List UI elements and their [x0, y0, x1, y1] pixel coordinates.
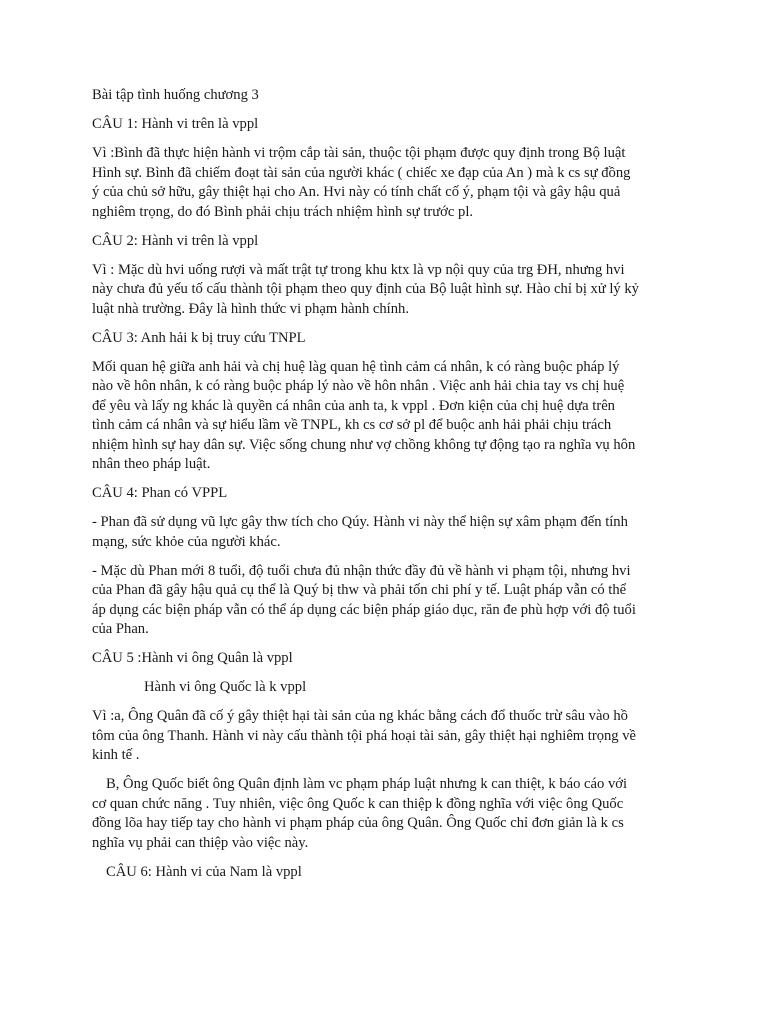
paragraph-line: CÂU 3: Anh hải k bị truy cứu TNPL [92, 329, 306, 346]
question-6-heading [92, 863, 676, 883]
paragraph-line: nào về hôn nhân, k có ràng buộc pháp lý nào về hôn nhân . Việc anh hải chia tay vs chị huệ [92, 378, 625, 394]
paragraph-line: Vì : Mặc dù hvi uống rượi và mất trật tự trong khu ktx là vp nội quy của trg ĐH, nhưng hvi [92, 261, 625, 278]
question-4-answer-point-2 [92, 562, 676, 640]
paragraph-line: nhiệm hình sự hay dân sự. Việc sống chung như vợ chồng không tự động tạo ra nghĩa vụ hôn [92, 436, 636, 453]
paragraph-line: nghiêm trọng, do đó Bình phải chịu trách nhiệm hình sự trước pl. [92, 203, 474, 220]
question-1-answer [92, 144, 676, 222]
paragraph-line: CÂU 5 :Hành vi ông Quân là vppl [92, 650, 293, 666]
paragraph-line: đồng lõa hay tiếp tay cho hành vi phạm pháp của ông Quân. Ông Quốc chỉ đơn giản là k cs [92, 815, 624, 831]
paragraph-line: áp dụng các biện pháp vẫn có thể áp dụng các biện pháp giáo dục, răn đe phù hợp với độ tuổi [92, 601, 636, 618]
paragraph-line: Hành vi ông Quốc là k vppl [144, 679, 307, 695]
paragraph-line: luật nhà trường. Đây là hình thức vi phạm hành chính. [92, 300, 409, 317]
paragraph-line: mạng, sức khỏe của người khác. [92, 533, 281, 550]
question-2-answer [92, 261, 676, 320]
question-4-heading [92, 484, 676, 504]
paragraph-line: Vì :a, Ông Quân đã cố ý gây thiệt hại tài sản của ng khác bằng cách đổ thuốc trừ sâu vào hồ [92, 708, 628, 724]
paragraph-line: cơ quan chức năng . Tuy nhiên, việc ông Quốc k can thiệp k đồng nghĩa với việc ông Quốc [92, 795, 624, 812]
paragraph-line: Vì :Bình đã thực hiện hành vi trộm cắp tài sản, thuộc tội phạm được quy định trong Bộ luật [92, 145, 626, 161]
paragraph-line: CÂU 4: Phan có VPPL [92, 485, 228, 501]
paragraph-line: kinh tế . [92, 747, 140, 763]
question-5-answer-a [92, 707, 676, 766]
paragraph-line: Hình sự. Bình đã chiếm đoạt tài sản của người khác ( chiếc xe đạp của An ) mà k cs sự đồng [92, 164, 631, 181]
paragraph-line: Mối quan hệ giữa anh hải và chị huệ làg quan hệ tình cảm cá nhân, k có ràng buộc pháp lý [92, 358, 620, 375]
paragraph-line: CÂU 6: Hành vi của Nam là vppl [106, 863, 302, 880]
question-2-heading [92, 232, 676, 252]
document-title: Bài tập tình huống chương 3 [92, 87, 259, 103]
document-title-block [92, 86, 676, 106]
paragraph-line: nhân theo pháp luật. [92, 456, 211, 472]
question-5-answer-b [92, 775, 676, 853]
paragraph-line: của Phan. [92, 621, 149, 637]
paragraph-line: B, Ông Quốc biết ông Quân định làm vc phạm pháp luật nhưng k can thiệt, k báo cáo với [106, 776, 628, 792]
paragraph-line: CÂU 1: Hành vi trên là vppl [92, 116, 259, 132]
paragraph-line: tình cảm cá nhân và sự hiểu lầm về TNPL, kh cs cơ sở pl để buộc anh hải phải chịu trách [92, 417, 612, 433]
question-5-subheading [92, 678, 676, 698]
paragraph-line: để yêu và lấy ng khác là quyền cá nhân của anh ta, k vppl . Đơn kiện của chị huệ dựa trên [92, 397, 615, 414]
paragraph-line: này chưa đủ yếu tố cấu thành tội phạm theo quy định của Bộ luật hình sự. Hào chỉ bị xử lý kỷ [92, 281, 639, 297]
paragraph-line: CÂU 2: Hành vi trên là vppl [92, 232, 259, 249]
paragraph-line: - Phan đã sử dụng vũ lực gây thw tích cho Qúy. Hành vi này thể hiện sự xâm phạm đến tính [92, 514, 628, 530]
question-3-heading [92, 329, 676, 349]
question-5-heading [92, 649, 676, 669]
document-page [92, 86, 676, 892]
paragraph-line: ý của chủ sở hữu, gây thiệt hại cho An. Hvi này có tính chất cố ý, phạm tội và gây hậu quả [92, 184, 621, 200]
paragraph-line: nghĩa vụ phải can thiệp vào việc này. [92, 834, 309, 851]
question-4-answer-point-1 [92, 513, 676, 552]
paragraph-line: tôm của ông Thanh. Hành vi này cấu thành tội phá hoại tài sản, gây thiệt hại nghiêm trọng về [92, 727, 637, 744]
paragraph-line: - Mặc dù Phan mới 8 tuổi, độ tuổi chưa đủ nhận thức đầy đủ về hành vi phạm tội, nhưng hvi [92, 562, 631, 579]
question-3-answer [92, 358, 676, 475]
question-1-heading [92, 115, 676, 135]
paragraph-line: của Phan đã gây hậu quả cụ thể là Quý bị thw và phải tốn chi phí y tế. Luật pháp vẫn có thể [92, 582, 627, 598]
